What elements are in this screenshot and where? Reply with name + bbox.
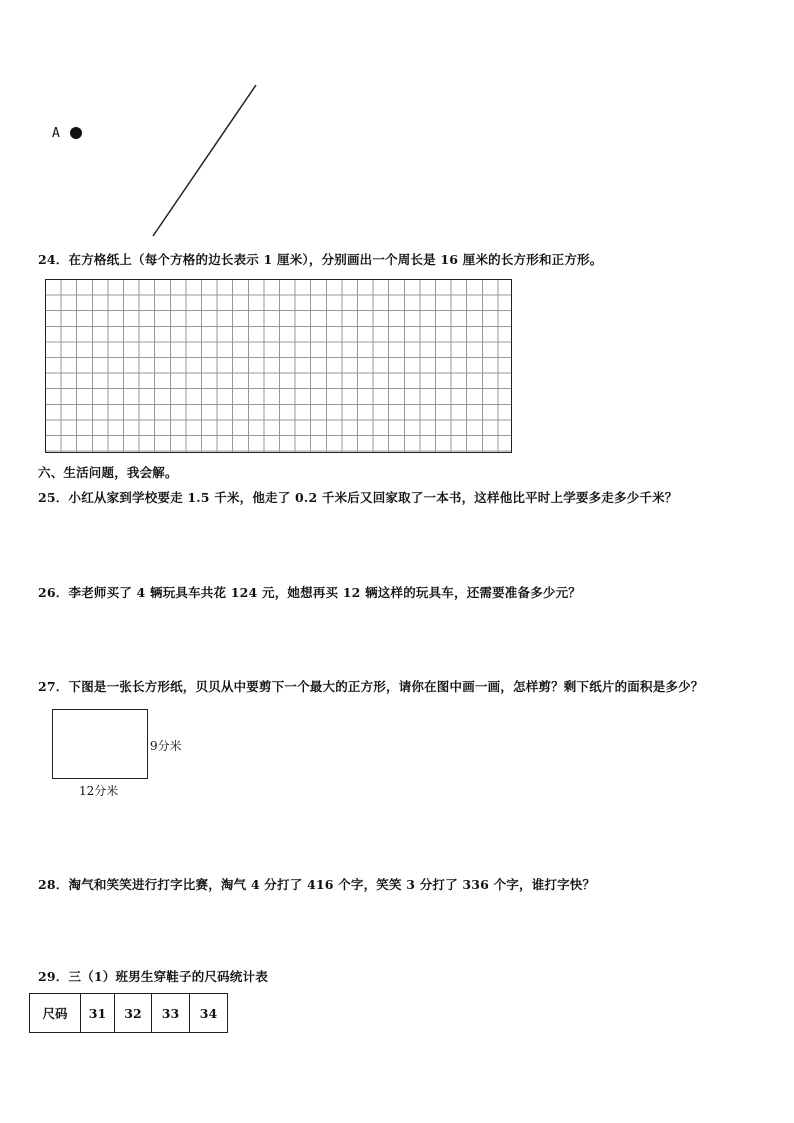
table-header-cell: 尺码 — [30, 994, 81, 1033]
question-29: 29．三（1）班男生穿鞋子的尺码统计表 — [38, 969, 268, 984]
section-title: 六、生活问题，我会解。 — [38, 465, 178, 480]
question-26: 26．李老师买了 4 辆玩具车共花 124 元，她想再买 12 辆这样的玩具车，还需要准备多少元？ — [38, 585, 581, 600]
height-label: 9分米 — [150, 739, 182, 753]
table-cell: 31 — [81, 994, 115, 1033]
width-label: 12分米 — [79, 784, 119, 798]
question-27: 27．下图是一张长方形纸，贝贝从中要剪下一个最大的正方形，请你在图中画一画，怎样剪？剩下纸片的面积是多少？ — [38, 679, 704, 694]
table-row — [30, 994, 228, 1033]
slanted-line — [0, 0, 794, 260]
question-24: 24．在方格纸上（每个方格的边长表示 1 厘米），分别画出一个周长是 16 厘米的长方形和正方形。 — [38, 252, 603, 267]
shoe-size-table — [29, 993, 228, 1033]
square-grid-paper — [45, 279, 512, 453]
table-cell: 33 — [152, 994, 190, 1033]
question-25: 25．小红从家到学校要走 1.5 千米，他走了 0.2 千米后又回家取了一本书，这样他比平时上学要多走多少千米？ — [38, 490, 678, 505]
table-cell: 32 — [115, 994, 152, 1033]
question-28: 28．淘气和笑笑进行打字比赛，淘气 4 分打了 416 个字，笑笑 3 分打了 336 个字，谁打字快？ — [38, 877, 596, 892]
rectangle-paper-figure — [52, 709, 148, 779]
point-a-label: A — [52, 126, 60, 141]
table-cell: 34 — [190, 994, 228, 1033]
